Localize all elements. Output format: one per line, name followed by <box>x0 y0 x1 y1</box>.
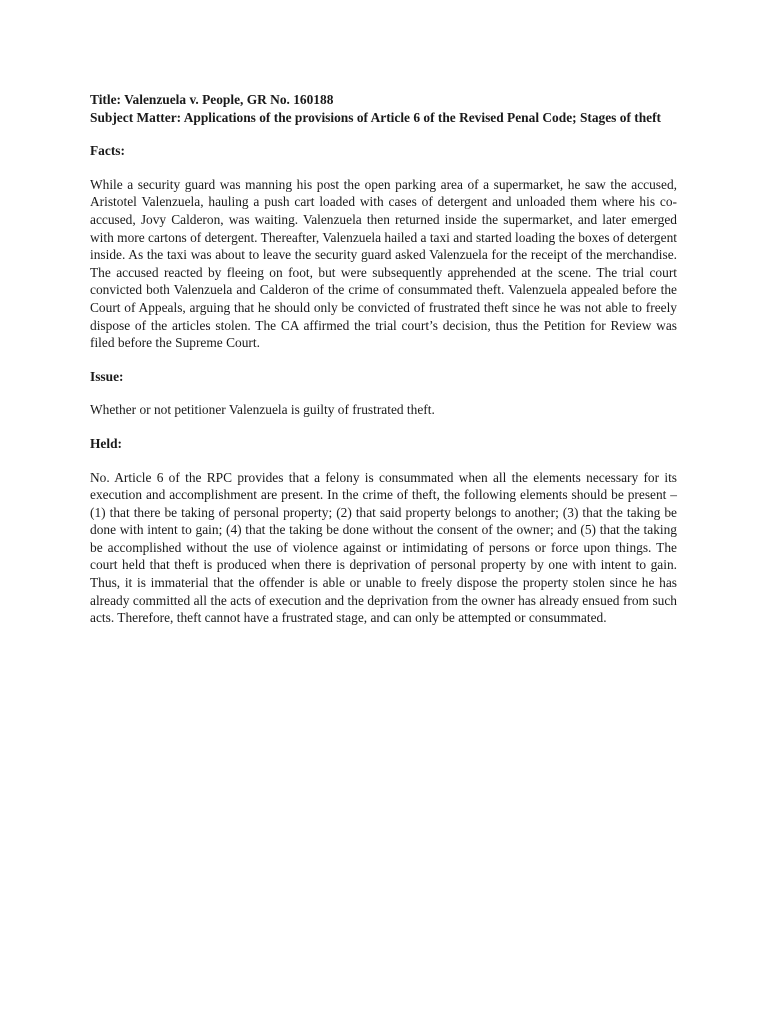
held-body: No. Article 6 of the RPC provides that a felony is consummated when all the elements necessary for its execution and accomplishment are present. In the crime of theft, the following elements should be present – (1) that there be taking of personal property; (2) that said property belongs to another; (3) that the taking be done with intent to gain; (4) that the taking be done without the consent of the owner; and (5) that the taking be accomplished without the use of violence against or intimidating of persons or force upon things. The court held that theft is produced when there is deprivation of personal property by one with intent to gain. Thus, it is immaterial that the offender is able or unable to freely dispose the property stolen since he has already committed all the acts of execution and the deprivation from the owner has already ensued from such acts. Therefore, theft cannot have a frustrated stage, and can only be attempted or consummated. <box>90 469 677 626</box>
issue-heading: Issue: <box>90 368 124 384</box>
held-heading: Held: <box>90 435 122 451</box>
facts-body: While a security guard was manning his post the open parking area of a supermarket, he saw the accused, Aristotel Valenzuela, hauling a push cart loaded with cases of detergent and unloaded them where his co-accused, Jovy Calderon, was waiting. Valenzuela then returned inside the supermarket, and later emerged with more cartons of detergent. Thereafter, Valenzuela hailed a taxi and started loading the boxes of detergent inside. As the taxi was about to leave the security guard asked Valenzuela for the receipt of the merchandise. The accused reacted by fleeing on foot, but were subsequently apprehended at the scene. The trial court convicted both Valenzuela and Calderon of the crime of consummated theft. Valenzuela appealed before the Court of Appeals, arguing that he should only be convicted of frustrated theft since he was not able to freely dispose of the articles stolen. The CA affirmed the trial court’s decision, thus the Petition for Review was filed before the Supreme Court. <box>90 176 677 351</box>
facts-heading: Facts: <box>90 143 125 159</box>
case-title: Title: Valenzuela v. People, GR No. 160188 <box>90 92 334 107</box>
subject-matter: Subject Matter: Applications of the provisions of Article 6 of the Revised Penal Code; Stages of theft <box>90 109 662 125</box>
issue-body: Whether or not petitioner Valenzuela is guilty of frustrated theft. <box>90 402 435 418</box>
document-page <box>90 91 677 627</box>
